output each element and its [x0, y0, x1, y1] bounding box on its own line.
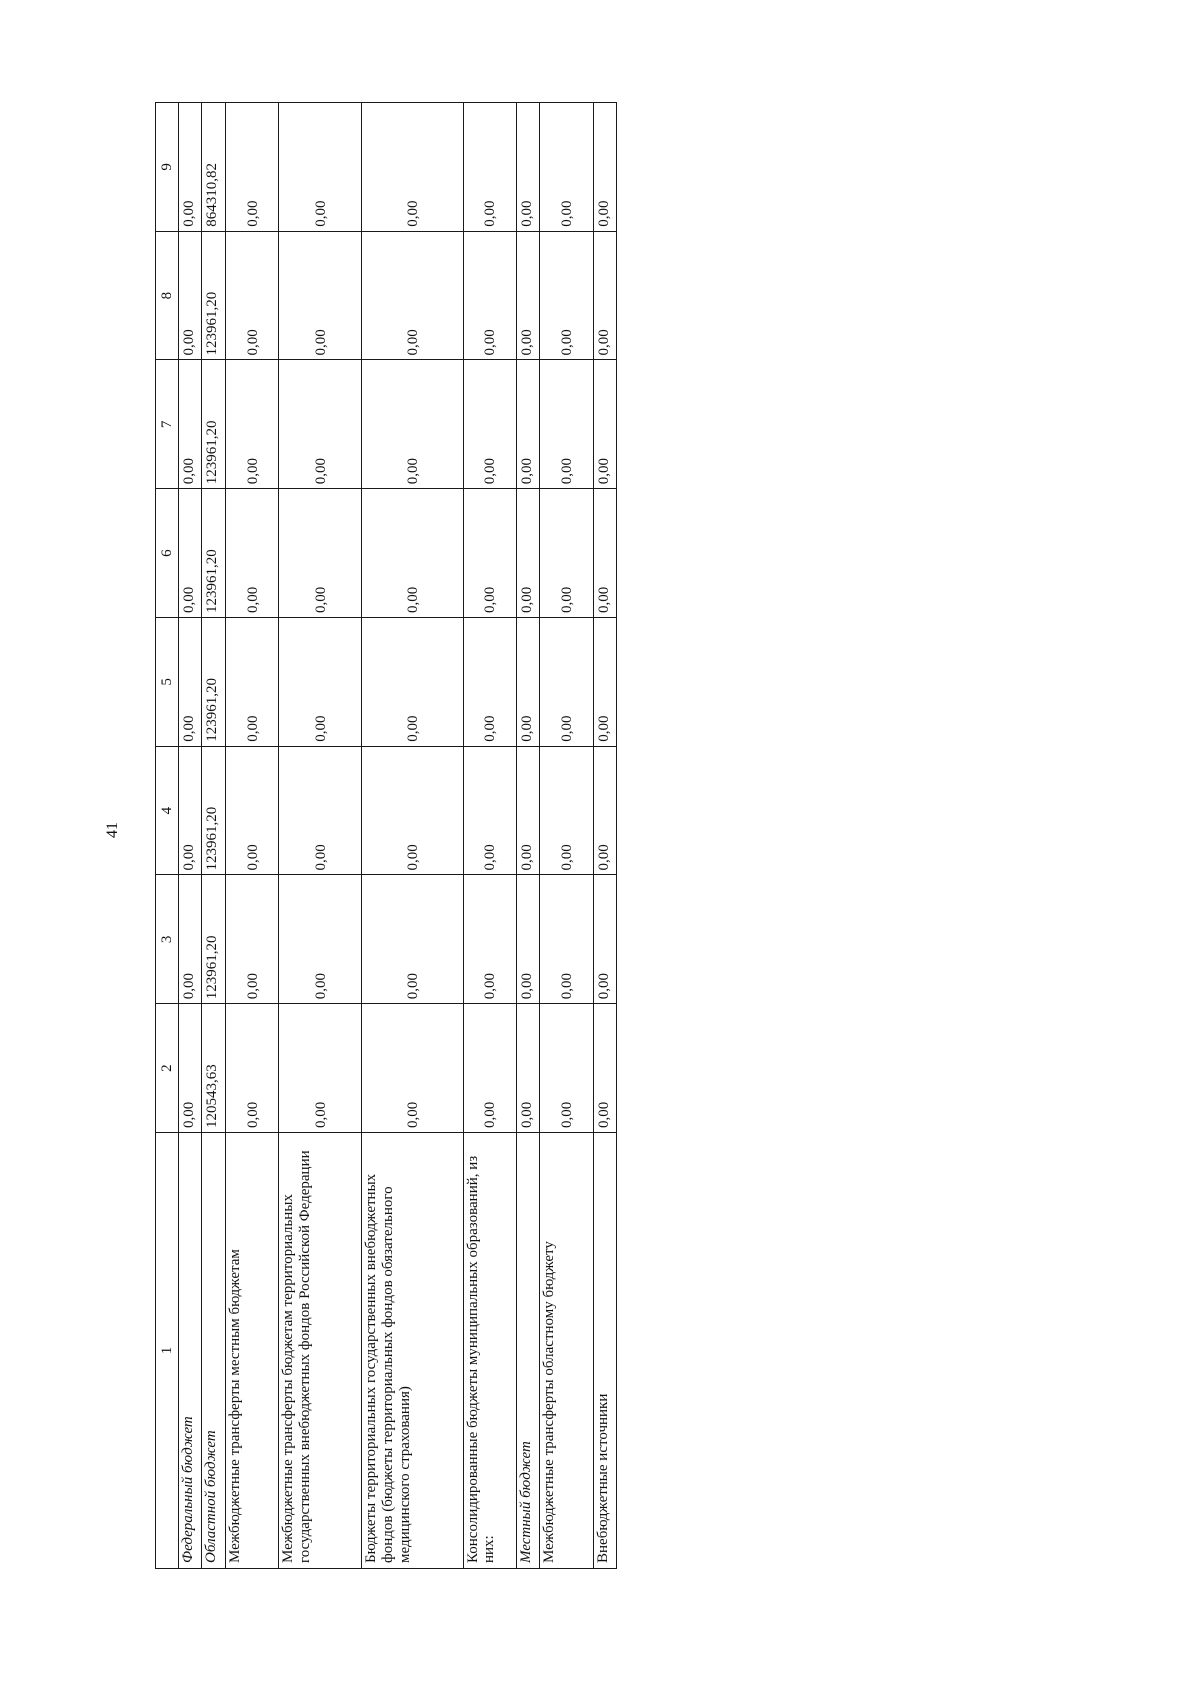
value-cell: 0,00	[179, 103, 202, 232]
table-body	[179, 103, 617, 1569]
value-cell: 0,00	[463, 875, 516, 1004]
value-cell: 0,00	[463, 1004, 516, 1133]
row-label: Бюджеты территориальных государственных внебюджетных фондов (бюджеты территориальных фондов обязательного медицинского страхования)	[362, 1133, 463, 1569]
value-cell: 0,00	[593, 231, 617, 360]
table-row	[225, 103, 278, 1569]
value-cell: 0,00	[540, 360, 593, 489]
value-cell: 0,00	[516, 360, 539, 489]
value-cell: 123961,20	[202, 618, 225, 747]
value-cell: 0,00	[516, 875, 539, 1004]
value-cell: 0,00	[362, 1004, 463, 1133]
value-cell: 123961,20	[202, 875, 225, 1004]
value-cell: 0,00	[516, 103, 539, 232]
value-cell: 0,00	[225, 231, 278, 360]
value-cell: 0,00	[225, 489, 278, 618]
table-row	[279, 103, 362, 1569]
value-cell: 0,00	[225, 875, 278, 1004]
value-cell: 0,00	[279, 231, 362, 360]
value-cell: 0,00	[225, 360, 278, 489]
value-cell: 0,00	[540, 231, 593, 360]
value-cell: 0,00	[593, 875, 617, 1004]
budget-funding-table	[155, 102, 617, 1569]
table-row	[540, 103, 593, 1569]
value-cell: 0,00	[593, 746, 617, 875]
column-header: 4	[156, 746, 179, 875]
value-cell: 0,00	[593, 1004, 617, 1133]
table-row	[362, 103, 463, 1569]
column-header: 9	[156, 103, 179, 232]
table-row	[463, 103, 516, 1569]
value-cell: 0,00	[463, 618, 516, 747]
value-cell: 0,00	[593, 489, 617, 618]
value-cell: 0,00	[540, 746, 593, 875]
value-cell: 0,00	[279, 103, 362, 232]
table-row	[516, 103, 539, 1569]
header-row	[156, 103, 179, 1569]
value-cell: 0,00	[362, 489, 463, 618]
value-cell: 0,00	[362, 231, 463, 360]
column-header: 3	[156, 875, 179, 1004]
column-header: 8	[156, 231, 179, 360]
value-cell: 0,00	[593, 103, 617, 232]
value-cell: 123961,20	[202, 489, 225, 618]
table-row	[179, 103, 202, 1569]
column-header: 5	[156, 618, 179, 747]
value-cell: 0,00	[225, 1004, 278, 1133]
value-cell: 0,00	[179, 360, 202, 489]
value-cell: 0,00	[463, 489, 516, 618]
column-header: 7	[156, 360, 179, 489]
value-cell: 0,00	[516, 1004, 539, 1133]
value-cell: 0,00	[362, 875, 463, 1004]
value-cell: 0,00	[279, 360, 362, 489]
row-label: Межбюджетные трансферты бюджетам территориальных государственных внебюджетных фондов Российской Федерации	[279, 1133, 362, 1569]
value-cell: 0,00	[225, 618, 278, 747]
table-row	[593, 103, 617, 1569]
value-cell: 0,00	[279, 489, 362, 618]
value-cell: 0,00	[463, 231, 516, 360]
value-cell: 0,00	[593, 360, 617, 489]
value-cell: 0,00	[225, 103, 278, 232]
value-cell: 123961,20	[202, 231, 225, 360]
value-cell: 123961,20	[202, 746, 225, 875]
row-label: Межбюджетные трансферты областному бюджету	[540, 1133, 593, 1569]
value-cell: 0,00	[540, 1004, 593, 1133]
value-cell: 0,00	[516, 489, 539, 618]
budget-table-container	[155, 103, 617, 1569]
value-cell: 0,00	[225, 746, 278, 875]
column-header: 2	[156, 1004, 179, 1133]
value-cell: 0,00	[362, 103, 463, 232]
value-cell: 0,00	[463, 103, 516, 232]
value-cell: 0,00	[516, 746, 539, 875]
row-label: Местный бюджет	[516, 1133, 539, 1569]
value-cell: 0,00	[179, 875, 202, 1004]
value-cell: 864310,82	[202, 103, 225, 232]
value-cell: 0,00	[463, 360, 516, 489]
column-header: 6	[156, 489, 179, 618]
row-label: Консолидированные бюджеты муниципальных образований, из них:	[463, 1133, 516, 1569]
value-cell: 0,00	[362, 618, 463, 747]
value-cell: 0,00	[516, 618, 539, 747]
table-row	[202, 103, 225, 1569]
value-cell: 0,00	[593, 618, 617, 747]
value-cell: 0,00	[179, 1004, 202, 1133]
row-label: Межбюджетные трансферты местным бюджетам	[225, 1133, 278, 1569]
value-cell: 0,00	[279, 746, 362, 875]
page-number: 41	[104, 822, 121, 838]
value-cell: 0,00	[540, 875, 593, 1004]
row-label: Федеральный бюджет	[179, 1133, 202, 1569]
value-cell: 0,00	[279, 618, 362, 747]
value-cell: 0,00	[179, 746, 202, 875]
value-cell: 0,00	[179, 231, 202, 360]
value-cell: 0,00	[463, 746, 516, 875]
value-cell: 120543,63	[202, 1004, 225, 1133]
value-cell: 0,00	[362, 746, 463, 875]
value-cell: 123961,20	[202, 360, 225, 489]
value-cell: 0,00	[362, 360, 463, 489]
value-cell: 0,00	[279, 875, 362, 1004]
value-cell: 0,00	[279, 1004, 362, 1133]
value-cell: 0,00	[540, 103, 593, 232]
value-cell: 0,00	[516, 231, 539, 360]
row-label: Внебюджетные источники	[593, 1133, 617, 1569]
value-cell: 0,00	[179, 618, 202, 747]
column-header: 1	[156, 1133, 179, 1569]
value-cell: 0,00	[540, 618, 593, 747]
value-cell: 0,00	[540, 489, 593, 618]
row-label: Областной бюджет	[202, 1133, 225, 1569]
value-cell: 0,00	[179, 489, 202, 618]
